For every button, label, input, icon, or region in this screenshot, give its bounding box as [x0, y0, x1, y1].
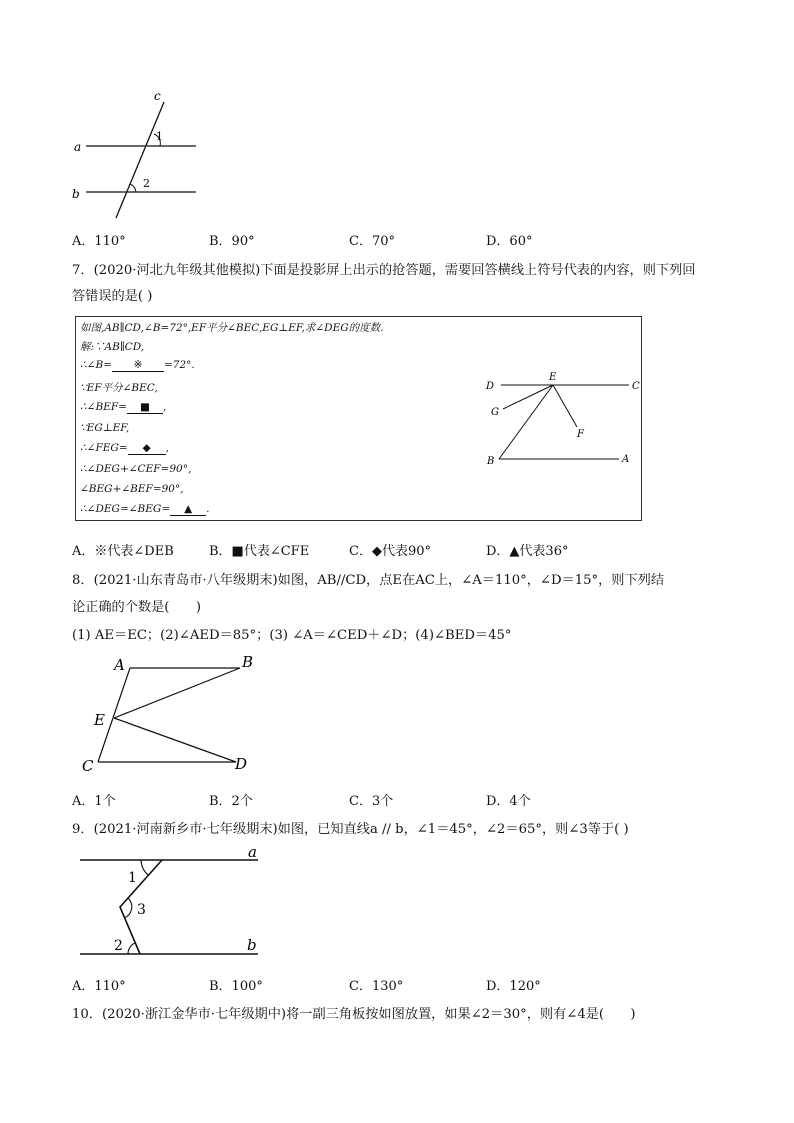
q7-option-c[interactable]: C．◆代表90°	[349, 544, 431, 559]
label-A: A	[114, 656, 125, 674]
segment-EF	[553, 385, 577, 427]
q7-figure	[481, 369, 641, 469]
q8-option-c[interactable]: C．3个	[349, 794, 394, 809]
box-line-4: ∵EF平分∠BEC,	[80, 382, 158, 394]
label-a: a	[248, 843, 257, 861]
q7-stem-line2: 答错误的是( )	[72, 289, 153, 304]
label-B: B	[487, 456, 495, 467]
q7-option-b[interactable]: B．■代表∠CFE	[209, 544, 310, 559]
q8-figure	[76, 650, 276, 780]
label-G: G	[491, 407, 499, 418]
q7-stem-line1: 7．(2020·河北九年级其他模拟)下面是投影屏上出示的抢答题，需要回答横线上符号代表的内容，则下列回	[72, 263, 696, 278]
angle2-arc	[130, 184, 136, 192]
segment-EB	[114, 668, 240, 718]
q9-option-b[interactable]: B．100°	[209, 979, 263, 994]
q7-options	[72, 540, 692, 558]
box-line-8: ∴∠DEG+∠CEF=90°,	[80, 463, 192, 475]
label-b: b	[247, 936, 257, 954]
box-line-7: ∴∠FEG= ◆ ,	[80, 442, 169, 454]
q8-option-d[interactable]: D．4个	[486, 794, 531, 809]
segment-ED	[114, 718, 236, 762]
box-line-5: ∴∠BEF= ■ ,	[80, 401, 167, 413]
fig6-parallel-lines-diagram	[62, 88, 212, 223]
box-line-1: 如图,AB∥CD,∠B=72°,EF平分∠BEC,EG⊥EF,求∠DEG的度数.	[80, 322, 384, 334]
label-D: D	[235, 755, 248, 773]
box-line-3: ∴∠B= ※ =72°.	[80, 359, 195, 371]
q8-stem-line3: (1) AE＝EC；(2)∠AED＝85°；(3) ∠A＝∠CED＋∠D；(4)∠BED＝45°	[72, 628, 512, 643]
q10-stem-line1: 10．(2020·浙江金华市·七年级期中)将一副三角板按如图放置，如果∠2＝30°，则有∠4是( )	[72, 1007, 636, 1022]
angle1-arc	[141, 860, 148, 875]
q7-option-d[interactable]: D．▲代表36°	[486, 544, 569, 559]
q6-option-d[interactable]: D．60°	[486, 234, 533, 249]
blank-symbol-2: ■	[127, 401, 163, 414]
angle2-arc	[128, 943, 135, 954]
label-b: b	[72, 187, 80, 201]
box-line-6: ∵EG⊥EF,	[80, 422, 130, 434]
blank-symbol-4: ▲	[170, 503, 206, 516]
q9-option-a[interactable]: A．110°	[72, 979, 126, 994]
label-angle1: 1	[128, 870, 137, 886]
label-E: E	[549, 372, 557, 383]
label-c: c	[154, 89, 161, 103]
q6-option-c[interactable]: C．70°	[349, 234, 395, 249]
label-a: a	[74, 140, 82, 154]
label-A: A	[622, 454, 630, 465]
label-angle1: 1	[156, 130, 163, 143]
segment-EG	[503, 385, 553, 409]
q9-stem-line1: 9．(2021·河南新乡市·七年级期末)如图，已知直线a // b，∠1＝45°，∠2＝65°，则∠3等于( )	[72, 822, 629, 837]
q8-option-b[interactable]: B．2个	[209, 794, 253, 809]
q7-option-a[interactable]: A．※代表∠DEB	[72, 544, 174, 559]
q9-figure	[70, 843, 270, 963]
label-F: F	[577, 429, 584, 440]
q8-options	[72, 790, 692, 808]
box-line-9: ∠BEG+∠BEF=90°,	[80, 483, 184, 495]
segment-EB	[499, 385, 553, 459]
label-C: C	[82, 757, 94, 775]
box-line-10: ∴∠DEG=∠BEG= ▲ .	[80, 503, 210, 515]
blank-symbol-3: ◆	[128, 442, 166, 455]
box-line-2: 解:∵AB∥CD,	[80, 341, 145, 353]
label-E: E	[94, 711, 105, 729]
label-C: C	[632, 381, 640, 392]
line-c	[116, 102, 164, 218]
q6-option-a[interactable]: A．110°	[72, 234, 126, 249]
q8-stem-line1: 8．(2021·山东青岛市·八年级期末)如图，AB//CD，点E在AC上，∠A＝110°，∠D＝15°，则下列结	[72, 573, 665, 588]
blank-symbol-1: ※	[112, 359, 164, 372]
q8-option-a[interactable]: A．1个	[72, 794, 116, 809]
q9-options	[72, 975, 692, 993]
label-angle2: 2	[143, 177, 150, 190]
q6-option-b[interactable]: B．90°	[209, 234, 255, 249]
label-D: D	[486, 381, 495, 392]
label-angle3: 3	[137, 902, 146, 918]
label-angle2: 2	[114, 938, 123, 954]
label-B: B	[242, 653, 254, 671]
q8-stem-line2: 论正确的个数是( )	[72, 600, 201, 615]
q7-projection-box	[75, 316, 642, 521]
q9-option-d[interactable]: D．120°	[486, 979, 541, 994]
q6-options	[72, 230, 692, 248]
q9-option-c[interactable]: C．130°	[349, 979, 404, 994]
